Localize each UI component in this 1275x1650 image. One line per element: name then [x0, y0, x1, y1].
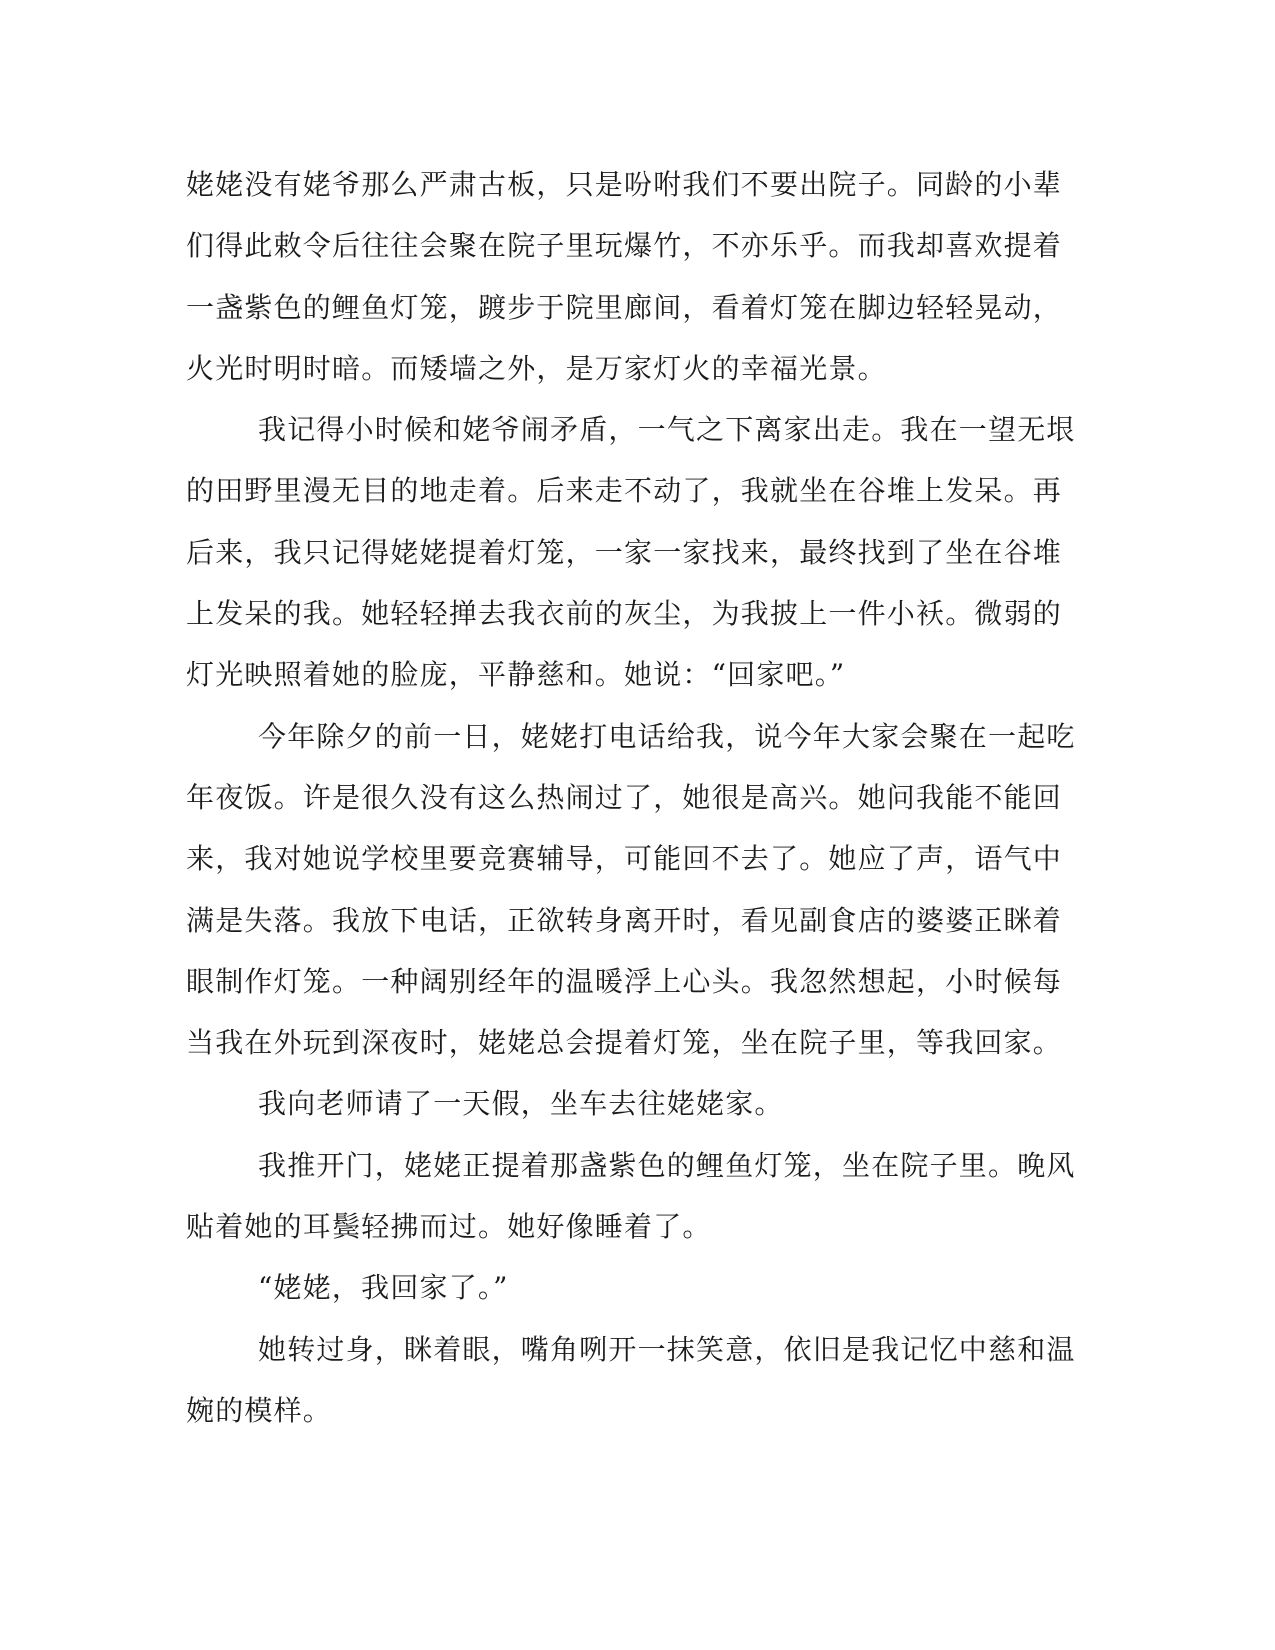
body-text [186, 154, 1076, 1441]
text-line: 的田野里漫无目的地走着。后来走不动了，我就坐在谷堆上发呆。再 [186, 474, 1063, 508]
text-line: 年夜饭。许是很久没有这么热闹过了，她很是高兴。她问我能不能回 [186, 780, 1063, 814]
text-line: 姥姥没有姥爷那么严肃古板，只是吩咐我们不要出院子。同龄的小辈 [186, 168, 1063, 201]
text-line: 火光时明时暗。而矮墙之外，是万家灯火的幸福光景。 [186, 351, 887, 385]
text-line: 贴着她的耳鬓轻拂而过。她好像睡着了。 [186, 1210, 712, 1244]
text-line: 今年除夕的前一日，姥姥打电话给我，说今年大家会聚在一起吃 [258, 719, 1076, 753]
text-line: 一盏紫色的鲤鱼灯笼，踱步于院里廊间，看着灯笼在脚边轻轻晃动， [186, 290, 1063, 324]
text-line: 我推开门，姥姥正提着那盏紫色的鲤鱼灯笼，坐在院子里。晚风 [258, 1148, 1076, 1182]
text-line: 眼制作灯笼。一种阔别经年的温暖浮上心头。我忽然想起，小时候每 [186, 964, 1063, 998]
text-line: 婉的模样。 [186, 1393, 333, 1427]
text-line: 满是失落。我放下电话，正欲转身离开时，看见副食店的婆婆正眯着 [186, 903, 1063, 937]
text-line: 我记得小时候和姥爷闹矛盾，一气之下离家出走。我在一望无垠 [258, 413, 1076, 447]
text-line: 她转过身，眯着眼，嘴角咧开一抹笑意，依旧是我记忆中慈和温 [258, 1332, 1076, 1366]
text-line: 来，我对她说学校里要竞赛辅导，可能回不去了。她应了声，语气中 [186, 842, 1063, 876]
text-line: 上发呆的我。她轻轻掸去我衣前的灰尘，为我披上一件小袄。微弱的 [186, 597, 1063, 631]
text-line: “姥姥，我回家了。” [258, 1271, 509, 1305]
text-line: 们得此敕令后往往会聚在院子里玩爆竹，不亦乐乎。而我却喜欢提着 [186, 229, 1063, 263]
text-line: 我向老师请了一天假，坐车去往姥姥家。 [258, 1087, 784, 1121]
text-line: 后来，我只记得姥姥提着灯笼，一家一家找来，最终找到了坐在谷堆 [186, 535, 1063, 569]
text-line: 当我在外玩到深夜时，姥姥总会提着灯笼，坐在院子里，等我回家。 [186, 1026, 1063, 1060]
text-line: 灯光映照着她的脸庞，平静慈和。她说：“回家吧。” [186, 658, 846, 692]
